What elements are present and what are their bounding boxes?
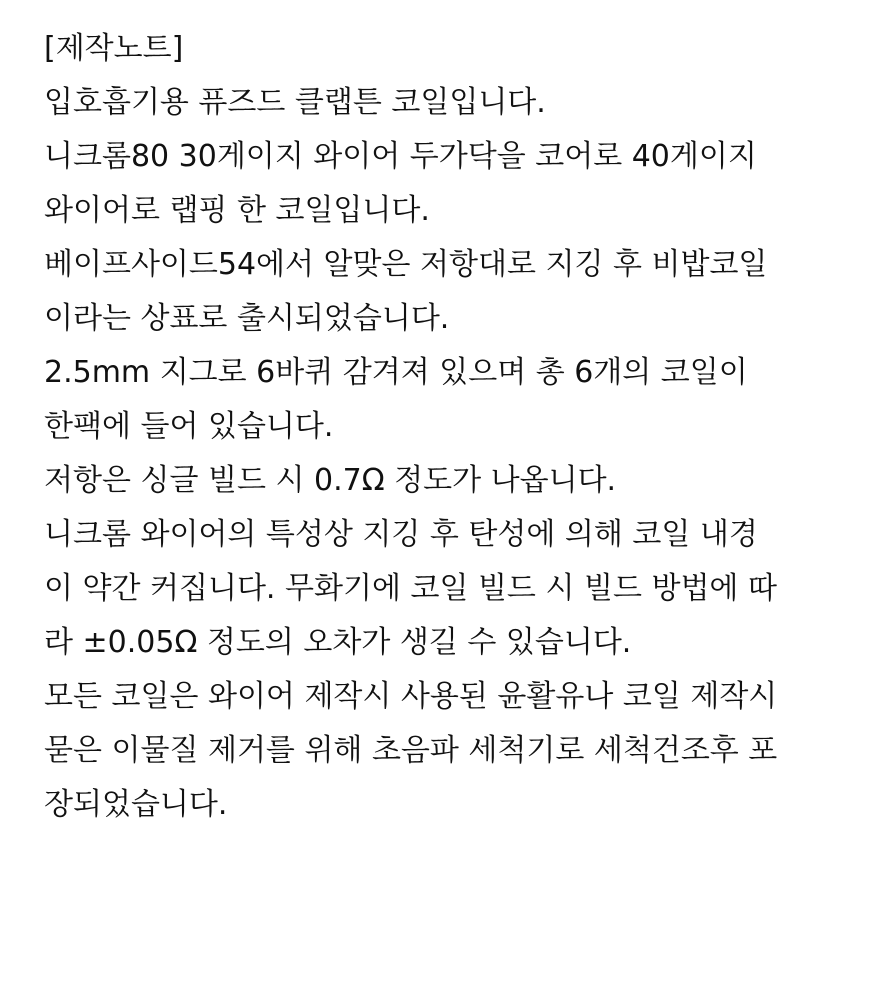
note-line: 이 약간 커집니다. 무화기에 코일 빌드 시 빌드 방법에 따 <box>44 571 777 606</box>
note-heading: [제작노트] <box>44 31 184 66</box>
note-line: 니크롬 와이어의 특성상 지깅 후 탄성에 의해 코일 내경 <box>44 517 758 552</box>
note-line: 저항은 싱글 빌드 시 0.7Ω 정도가 나옵니다. <box>44 463 617 498</box>
note-line: 입호흡기용 퓨즈드 클랩튼 코일입니다. <box>44 85 546 120</box>
note-line: 2.5mm 지그로 6바퀴 감겨져 있으며 총 6개의 코일이 <box>44 355 748 390</box>
note-line: 묻은 이물질 제거를 위해 초음파 세척기로 세척건조후 포 <box>44 733 778 768</box>
note-line: 이라는 상표로 출시되었습니다. <box>44 301 450 336</box>
note-line: 베이프사이드54에서 알맞은 저항대로 지깅 후 비밥코일 <box>44 247 768 282</box>
note-line: 한팩에 들어 있습니다. <box>44 409 334 444</box>
note-line: 장되었습니다. <box>44 787 228 822</box>
production-note <box>44 22 864 832</box>
note-line: 니크롬80 30게이지 와이어 두가닥을 코어로 40게이지 <box>44 139 757 174</box>
note-line: 라 ±0.05Ω 정도의 오차가 생길 수 있습니다. <box>44 625 632 660</box>
note-line: 와이어로 랩핑 한 코일입니다. <box>44 193 430 228</box>
note-line: 모든 코일은 와이어 제작시 사용된 윤활유나 코일 제작시 <box>44 679 778 714</box>
